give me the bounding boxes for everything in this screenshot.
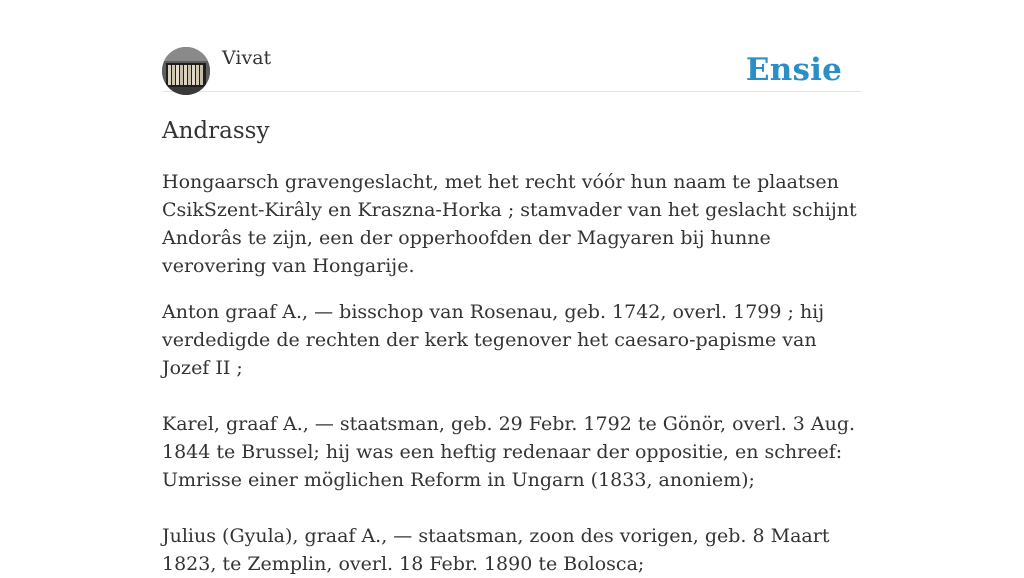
source-name[interactable]: Vivat [222, 47, 272, 69]
article-paragraph: Hongaarsch gravengeslacht, met het recht vóór hun naam te plaatsen CsikSzent-Kirâly en Kraszna-Horka ; stamvader van het geslacht schijnt Andorâs te zijn, een der opperhoofden der Magyaren bij hunne verovering van Hongarije. [162, 171, 857, 277]
article-paragraph: Anton graaf A., — bisschop van Rosenau, geb. 1742, overl. 1799 ; hij verdedigde de rechten der kerk tegenover het caesaro-papisme van Jozef II ; [162, 301, 825, 379]
paragraph-gap [162, 382, 862, 410]
header [162, 0, 862, 92]
article-paragraph: Karel, graaf A., — staatsman, geb. 29 Febr. 1792 te Gönör, overl. 3 Aug. 1844 te Brussel; hij was een heftig redenaar der oppositie, en schreef: Umrisse einer möglichen Reform in Ungarn (1833, anoniem); [162, 413, 856, 491]
article-paragraph: Julius (Gyula), graaf A., — staatsman, zoon des vorigen, geb. 8 Maart 1823, te Zemplin, overl. 18 Febr. 1890 te Bolosca; [162, 525, 830, 575]
page [162, 0, 862, 575]
paragraph-gap [162, 494, 862, 522]
site-logo[interactable]: Ensie [745, 52, 842, 88]
book-spines-icon[interactable] [162, 47, 210, 95]
article-body [162, 168, 862, 578]
page-title: Andrassy [162, 118, 270, 144]
